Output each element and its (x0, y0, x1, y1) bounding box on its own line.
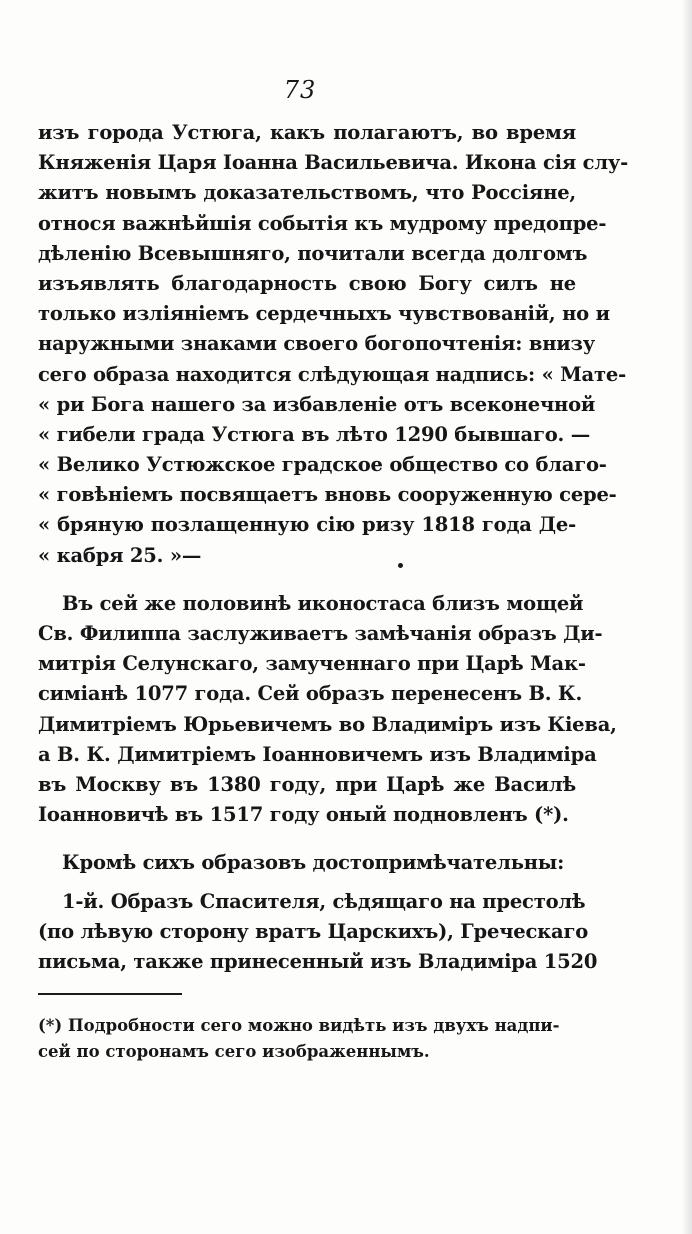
text-line: относя важнѣйшія событія къ мудрому предопре- (38, 211, 607, 235)
ink-dot (398, 563, 403, 568)
text-line: житъ новымъ доказательствомъ, что Россіяне, (38, 181, 576, 205)
text-line: сего образа находится слѣдующая надпись: « Мате- (38, 362, 626, 386)
text-line: « кабря 25. »— (38, 543, 202, 567)
text-line: только изліяніемъ сердечныхъ чувствованій, но и (38, 302, 610, 326)
text-line: (по лѣвую сторону вратъ Царскихъ), Греческаго (38, 919, 589, 943)
main-text (38, 118, 629, 977)
text-line: 1-й. Образъ Спасителя, сѣдящаго на престолѣ (62, 889, 586, 913)
footnote-separator (38, 993, 182, 995)
text-line: Іоанновичѣ въ 1517 году оный подновленъ (*). (38, 803, 569, 827)
text-line: Кромѣ сихъ образовъ достопримѣчательны: (62, 851, 565, 875)
text-line: Димитріемъ Юрьевичемъ во Владиміръ изъ Кіева, (38, 712, 617, 736)
text-line: митрія Селунскаго, замученнаго при Царѣ Мак- (38, 652, 586, 676)
text-line: Княженія Царя Іоанна Васильевича. Икона сія слу- (38, 151, 629, 175)
text-line: « бряную позлащенную сію ризу 1818 года Де- (38, 513, 576, 537)
text-line: Св. Филиппа заслуживаетъ замѣчанія образъ Ди- (38, 622, 603, 645)
page-edge-shadow (682, 0, 692, 1234)
text-line: а В. К. Димитріемъ Іоанновичемъ изъ Владиміра (38, 742, 597, 766)
text-line: изъявлять благодарность свою Богу силъ не (38, 271, 576, 295)
text-line: дѣленію Всевышняго, почитали всегда долгомъ (38, 241, 588, 265)
text-line: « говѣніемъ посвящаетъ вновь сооруженную сере- (38, 483, 617, 507)
text-line: въ Москву въ 1380 году, при Царѣ же Василѣ (38, 772, 576, 796)
footnote (38, 1013, 576, 1065)
page-number: 73 (283, 76, 317, 104)
text-line: Въ сей же половинѣ иконостаса близъ мощей (62, 591, 584, 615)
text-line: симіанѣ 1077 года. Сей образъ перенесенъ В. К. (38, 682, 583, 706)
text-line: « ри Бога нашего за избавленіе отъ всеконечной (38, 392, 596, 416)
footnote-line: (*) Подробности сего можно видѣть изъ двухъ надпи- (38, 1016, 560, 1035)
text-line: « гибели града Устюга въ лѣто 1290 бывшаго. — (38, 422, 591, 446)
text-line: наружными знаками своего богопочтенія: внизу (38, 332, 596, 356)
text-line: « Велико Устюжское градское общество со благо- (38, 453, 607, 477)
text-line: письма, также принесенный изъ Владиміра 1520 (38, 949, 598, 973)
paragraph-gap (38, 830, 576, 848)
footnote-line: сей по сторонамъ сего изображеннымъ. (38, 1042, 430, 1061)
paragraph-gap (38, 879, 576, 887)
text-line: изъ города Устюга, какъ полагаютъ, во время (38, 121, 576, 144)
paragraph-gap (38, 571, 576, 589)
